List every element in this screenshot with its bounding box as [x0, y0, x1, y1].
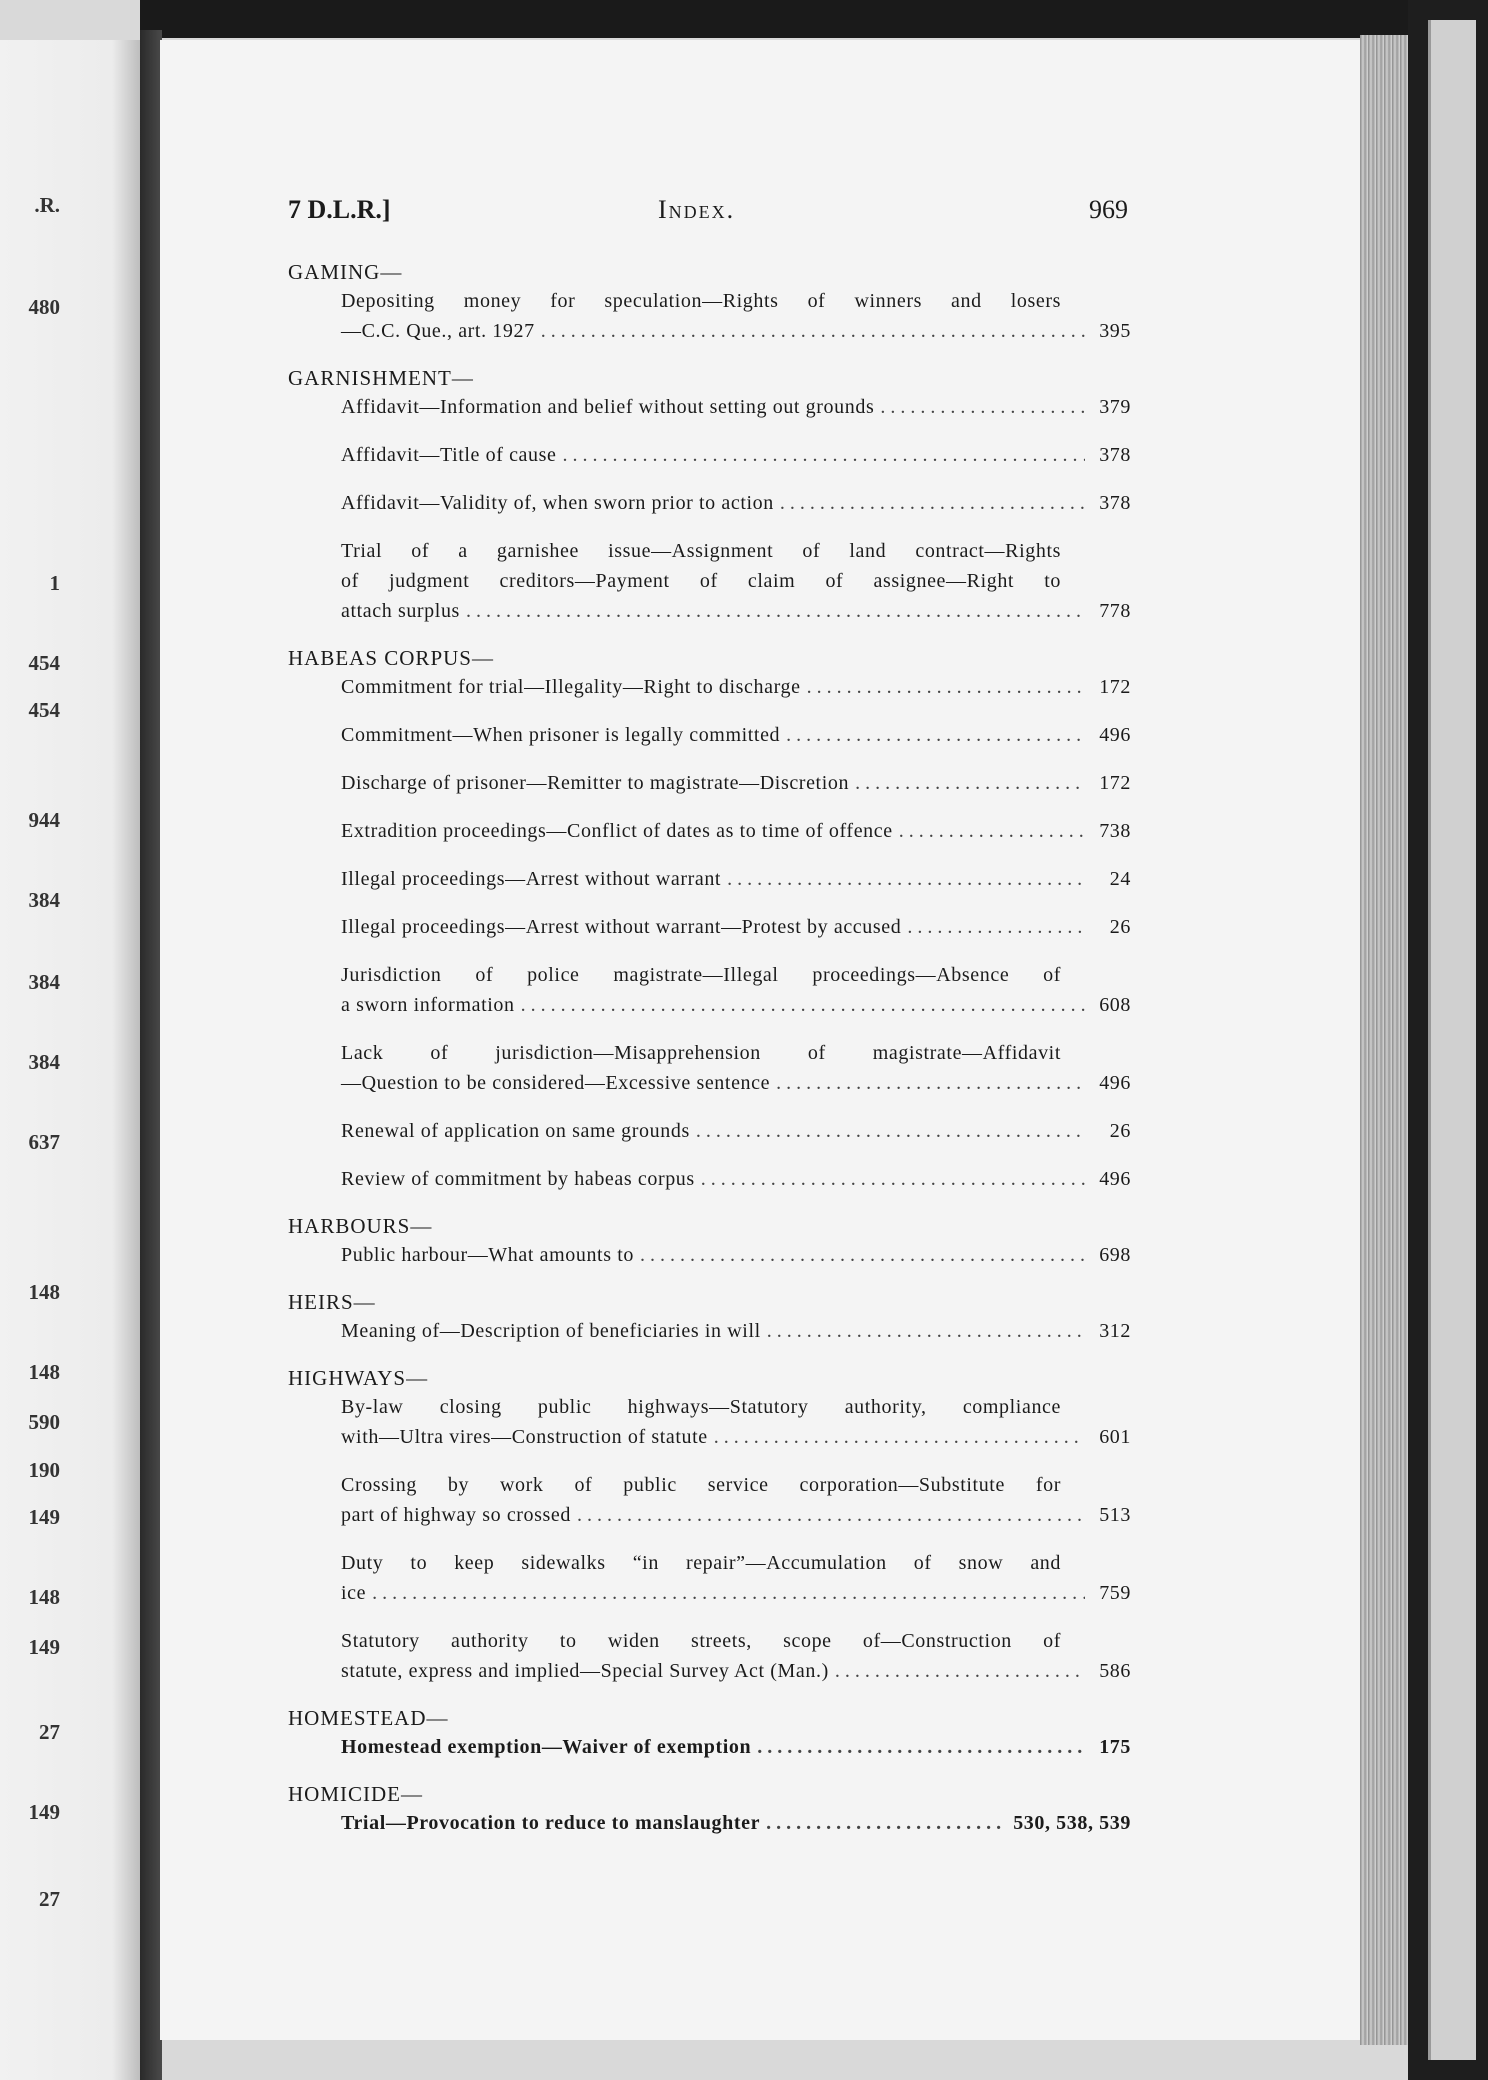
entry-page-ref: 26	[1109, 1120, 1131, 1142]
entry-text-line: Meaning of—Description of beneficiaries in will	[341, 1320, 761, 1342]
entry-final-line	[341, 392, 1131, 422]
entry-text-line: —Question to be considered—Excessive sentence	[341, 1072, 771, 1094]
left-page-number-fragment: 149	[28, 1635, 60, 1659]
dot-leader	[696, 1116, 1085, 1146]
entry-final-line	[341, 1240, 1131, 1270]
index-entries	[288, 258, 1131, 1856]
entry-text-line: Duty to keep sidewalks “in repair”—Accumulation of snow and	[341, 1552, 1061, 1574]
entry-page-ref: 759	[1099, 1582, 1131, 1604]
index-heading: GAMING—	[288, 260, 403, 284]
index-heading: HOMESTEAD—	[288, 1706, 449, 1730]
entry-text-line: Renewal of application on same grounds	[341, 1120, 690, 1142]
entry-text-line: Review of commitment by habeas corpus	[341, 1168, 695, 1190]
left-page-number-fragment: 149	[28, 1800, 60, 1824]
entry-text-line: By-law closing public highways—Statutory authority, compliance	[341, 1396, 1061, 1418]
entry-final-line	[341, 1164, 1131, 1194]
entry-final-line	[341, 768, 1131, 798]
left-page-number-fragment: 148	[28, 1360, 60, 1384]
entry-final-line	[341, 1316, 1131, 1346]
book-cover-edge	[1408, 0, 1488, 2080]
index-entry	[341, 1808, 1131, 1838]
dot-leader	[786, 720, 1085, 750]
index-entry	[341, 864, 1131, 894]
entry-text-line: Extradition proceedings—Conflict of dates as to time of offence	[341, 820, 893, 842]
dot-leader	[714, 1422, 1085, 1452]
left-page-number-fragment: 149	[28, 1505, 60, 1529]
entry-final-line	[341, 720, 1131, 750]
index-entry	[341, 1470, 1131, 1530]
entry-final-line	[341, 1808, 1131, 1838]
dot-leader	[757, 1732, 1085, 1762]
left-page-number-fragment: 27	[39, 1720, 60, 1744]
entry-final-line	[341, 990, 1131, 1020]
entry-final-line	[341, 1500, 1131, 1530]
entry-text-line: statute, express and implied—Special Survey Act (Man.)	[341, 1660, 829, 1682]
dot-leader	[835, 1656, 1085, 1686]
entry-final-line	[341, 1068, 1131, 1098]
dot-leader	[562, 440, 1085, 470]
index-entry	[341, 720, 1131, 750]
dot-leader	[907, 912, 1085, 942]
entry-final-line	[341, 672, 1131, 702]
entry-page-ref: 778	[1099, 600, 1131, 622]
entry-text-line: Depositing money for speculation—Rights of winners and losers	[341, 290, 1061, 312]
index-heading: GARNISHMENT—	[288, 366, 474, 390]
left-page-number-fragment: 384	[28, 888, 60, 912]
entry-text-line: Jurisdiction of police magistrate—Illegal proceedings—Absence of	[341, 964, 1061, 986]
dot-leader	[766, 1808, 1007, 1838]
entry-final-line	[341, 1656, 1131, 1686]
dot-leader	[372, 1578, 1085, 1608]
left-page-number-fragment: 944	[28, 808, 60, 832]
dot-leader	[899, 816, 1085, 846]
dot-leader	[577, 1500, 1085, 1530]
left-page-number-fragment: 637	[28, 1130, 60, 1154]
index-entry	[341, 1038, 1131, 1098]
left-page-number-fragment: 1	[49, 571, 60, 595]
entry-text-line: Affidavit—Title of cause	[341, 444, 557, 466]
index-entry	[341, 1626, 1131, 1686]
entry-final-line	[341, 596, 1131, 626]
entry-text-line: ice	[341, 1582, 367, 1604]
running-head	[288, 195, 1128, 229]
book-gutter	[140, 30, 162, 2080]
index-entry	[341, 672, 1131, 702]
entry-page-ref: 26	[1109, 916, 1131, 938]
entry-final-line	[341, 316, 1131, 346]
entry-text-line: of judgment creditors—Payment of claim of assignee—Right to	[341, 570, 1061, 592]
left-page-number-fragment: .R.	[34, 193, 60, 217]
entry-final-line	[341, 1732, 1131, 1762]
entry-final-line	[341, 864, 1131, 894]
dot-leader	[807, 672, 1085, 702]
index-entry	[341, 1732, 1131, 1762]
entry-text-line: Illegal proceedings—Arrest without warrant—Protest by accused	[341, 916, 902, 938]
index-entry	[341, 286, 1131, 346]
entry-page-ref: 395	[1099, 320, 1131, 342]
entry-page-ref: 175	[1099, 1736, 1131, 1758]
entry-page-ref: 378	[1099, 492, 1131, 514]
entry-text-line: a sworn information	[341, 994, 515, 1016]
entry-page-ref: 496	[1099, 1168, 1131, 1190]
scan-top-border	[140, 0, 1408, 38]
entry-page-ref: 172	[1099, 676, 1131, 698]
left-page-number-fragment: 190	[28, 1458, 60, 1482]
entry-text-line: Public harbour—What amounts to	[341, 1244, 634, 1266]
dot-leader	[776, 1068, 1085, 1098]
entry-page-ref: 738	[1099, 820, 1131, 842]
dot-leader	[727, 864, 1085, 894]
entry-page-ref: 608	[1099, 994, 1131, 1016]
dot-leader	[701, 1164, 1085, 1194]
entry-text-line: Trial—Provocation to reduce to manslaughter	[341, 1812, 761, 1834]
entry-text-line: Affidavit—Information and belief without setting out grounds	[341, 396, 875, 418]
entry-text-line: Commitment for trial—Illegality—Right to discharge	[341, 676, 801, 698]
left-page-number-fragment: 148	[28, 1280, 60, 1304]
index-heading: HARBOURS—	[288, 1214, 433, 1238]
left-page-number-fragment: 384	[28, 970, 60, 994]
entry-page-ref: 530, 538, 539	[1013, 1812, 1131, 1834]
entry-final-line	[341, 912, 1131, 942]
left-page-number-fragment: 454	[28, 651, 60, 675]
entry-page-ref: 601	[1099, 1426, 1131, 1448]
page-number: 969	[1089, 195, 1128, 224]
dot-leader	[541, 316, 1085, 346]
entry-final-line	[341, 816, 1131, 846]
entry-page-ref: 513	[1099, 1504, 1131, 1526]
dot-leader	[780, 488, 1085, 518]
entry-text-line: —C.C. Que., art. 1927	[341, 320, 535, 342]
index-entry	[341, 440, 1131, 470]
index-heading: HEIRS—	[288, 1290, 376, 1314]
index-entry	[341, 1164, 1131, 1194]
index-entry	[341, 488, 1131, 518]
entry-text-line: Discharge of prisoner—Remitter to magistrate—Discretion	[341, 772, 850, 794]
index-entry	[341, 1116, 1131, 1146]
entry-text-line: Illegal proceedings—Arrest without warrant	[341, 868, 722, 890]
dot-leader	[521, 990, 1085, 1020]
left-page-number-fragment: 590	[28, 1410, 60, 1434]
left-page-number-fragment: 454	[28, 698, 60, 722]
left-page-number-fragment: 384	[28, 1050, 60, 1074]
entry-text-line: Lack of jurisdiction—Misapprehension of magistrate—Affidavit	[341, 1042, 1061, 1064]
index-heading: HIGHWAYS—	[288, 1366, 429, 1390]
dot-leader	[466, 596, 1085, 626]
entry-page-ref: 496	[1099, 1072, 1131, 1094]
page-stack-edge	[1360, 35, 1408, 2045]
dot-leader	[767, 1316, 1085, 1346]
entry-final-line	[341, 440, 1131, 470]
entry-page-ref: 698	[1099, 1244, 1131, 1266]
index-entry	[341, 816, 1131, 846]
index-entry	[341, 960, 1131, 1020]
dot-leader	[640, 1240, 1085, 1270]
entry-text-line: Statutory authority to widen streets, scope of—Construction of	[341, 1630, 1061, 1652]
dot-leader	[855, 768, 1085, 798]
index-entry	[341, 912, 1131, 942]
left-page-number-fragment: 480	[28, 295, 60, 319]
index-entry	[341, 1240, 1131, 1270]
entry-page-ref: 586	[1099, 1660, 1131, 1682]
entry-page-ref: 24	[1109, 868, 1131, 890]
entry-final-line	[341, 488, 1131, 518]
index-entry	[341, 1548, 1131, 1608]
index-heading: HABEAS CORPUS—	[288, 646, 494, 670]
left-page-number-fragment: 27	[39, 1887, 60, 1911]
entry-text-line: Homestead exemption—Waiver of exemption	[341, 1736, 752, 1758]
dot-leader	[880, 392, 1085, 422]
entry-final-line	[341, 1116, 1131, 1146]
section-title: Index.	[658, 195, 736, 224]
entry-text-line: Commitment—When prisoner is legally committed	[341, 724, 781, 746]
entry-page-ref: 172	[1099, 772, 1131, 794]
entry-page-ref: 379	[1099, 396, 1131, 418]
volume-label: 7 D.L.R.]	[288, 195, 391, 224]
entry-text-line: Affidavit—Validity of, when sworn prior to action	[341, 492, 774, 514]
entry-text-line: part of highway so crossed	[341, 1504, 571, 1526]
left-page-number-fragment: 148	[28, 1585, 60, 1609]
entry-text-line: attach surplus	[341, 600, 460, 622]
index-entry	[341, 536, 1131, 626]
entry-page-ref: 312	[1099, 1320, 1131, 1342]
entry-page-ref: 378	[1099, 444, 1131, 466]
entry-text-line: with—Ultra vires—Construction of statute	[341, 1426, 708, 1448]
index-entry	[341, 1392, 1131, 1452]
entry-text-line: Crossing by work of public service corporation—Substitute for	[341, 1474, 1061, 1496]
index-heading: HOMICIDE—	[288, 1782, 423, 1806]
index-entry	[341, 392, 1131, 422]
entry-text-line: Trial of a garnishee issue—Assignment of land contract—Rights	[341, 540, 1061, 562]
index-entry	[341, 1316, 1131, 1346]
entry-final-line	[341, 1578, 1131, 1608]
entry-final-line	[341, 1422, 1131, 1452]
entry-page-ref: 496	[1099, 724, 1131, 746]
index-entry	[341, 768, 1131, 798]
